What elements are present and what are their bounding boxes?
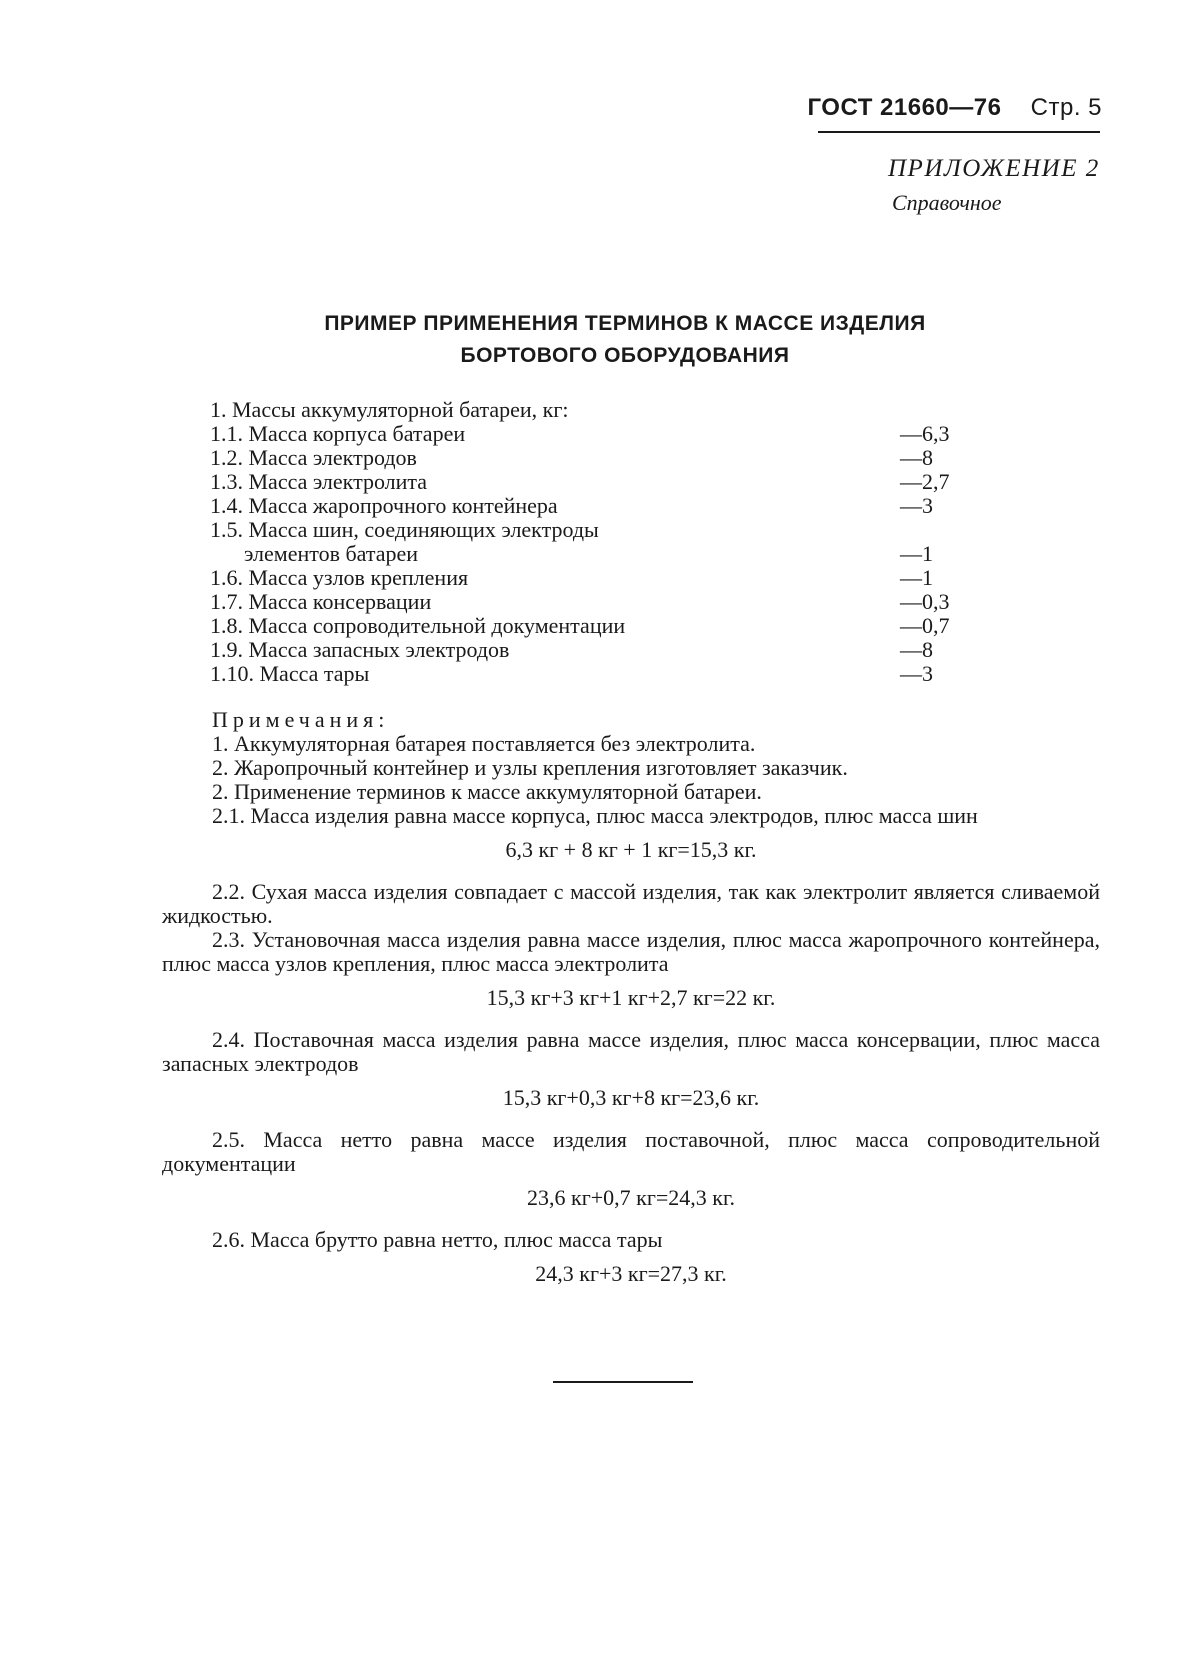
mass-item-label: 1.10. Масса тары: [210, 661, 370, 686]
formula-2-5: 23,6 кг+0,7 кг=24,3 кг.: [527, 1185, 735, 1210]
document-title-line-2: БОРТОВОГО ОБОРУДОВАНИЯ: [460, 344, 790, 367]
mass-item-label: элементов батареи: [244, 541, 419, 566]
mass-item-value: —8: [900, 445, 933, 470]
mass-item-value: —0,7: [900, 613, 950, 638]
paragraph-2-6: 2.6. Масса брутто равна нетто, плюс масса тары: [212, 1227, 663, 1252]
mass-item: [210, 494, 970, 518]
page-number: Стр. 5: [1030, 94, 1102, 121]
appendix-title: ПРИЛОЖЕНИЕ 2: [888, 155, 1100, 182]
note-1: 1. Аккумуляторная батарея поставляется без электролита.: [212, 731, 756, 756]
mass-item-label: 1.9. Масса запасных электродов: [210, 637, 510, 662]
mass-item-value: —3: [900, 661, 933, 686]
mass-item-label: 1.4. Масса жаропрочного контейнера: [210, 493, 558, 518]
formula-2-6: 24,3 кг+3 кг=27,3 кг.: [535, 1261, 727, 1286]
paragraph-2-4: 2.4. Поставочная масса изделия равна массе изделия, плюс масса консервации, плюс масса запасных электродов: [162, 1027, 1100, 1076]
note-2: 2. Жаропрочный контейнер и узлы крепления изготовляет заказчик.: [212, 755, 848, 780]
mass-item: [210, 662, 970, 686]
paragraph-2-2: 2.2. Сухая масса изделия совпадает с массой изделия, так как электролит является сливаемой жидкостью.: [162, 879, 1100, 928]
mass-list-heading: 1. Массы аккумуляторной батареи, кг:: [210, 397, 569, 422]
mass-item-label: 1.8. Масса сопроводительной документации: [210, 613, 626, 638]
mass-item-value: —1: [900, 565, 933, 590]
mass-item-value: —6,3: [900, 421, 950, 446]
mass-item-label: 1.5. Масса шин, соединяющих электроды: [210, 517, 599, 542]
formula-2-3: 15,3 кг+3 кг+1 кг+2,7 кг=22 кг.: [486, 985, 776, 1010]
mass-item-value: —8: [900, 637, 933, 662]
paragraph-2-1: 2.1. Масса изделия равна массе корпуса, плюс масса электродов, плюс масса шин: [212, 803, 978, 828]
mass-item-continuation: [210, 542, 970, 566]
mass-item-label: 1.1. Масса корпуса батареи: [210, 421, 466, 446]
mass-item: [210, 470, 970, 494]
mass-item: [210, 614, 970, 638]
mass-item-label: 1.2. Масса электродов: [210, 445, 417, 470]
mass-item: [210, 422, 970, 446]
appendix-subtitle: Справочное: [892, 190, 1002, 215]
mass-item-value: —0,3: [900, 589, 950, 614]
notes-heading: Примечания:: [212, 707, 390, 732]
mass-item: [210, 446, 970, 470]
mass-item: [210, 590, 970, 614]
page-header: [808, 94, 1102, 122]
mass-list: [210, 398, 970, 686]
mass-item: [210, 566, 970, 590]
section-2-heading: 2. Применение терминов к массе аккумуляторной батареи.: [212, 779, 762, 804]
mass-item-value: —3: [900, 493, 933, 518]
formula-2-1: 6,3 кг + 8 кг + 1 кг=15,3 кг.: [505, 837, 757, 862]
mass-item-label: 1.7. Масса консервации: [210, 589, 432, 614]
mass-item-label: 1.3. Масса электролита: [210, 469, 428, 494]
notes-section: [162, 708, 1100, 1286]
mass-item: [210, 518, 970, 542]
standard-number: ГОСТ 21660—76: [807, 94, 1002, 121]
mass-item-label: 1.6. Масса узлов крепления: [210, 565, 469, 590]
paragraph-2-5: 2.5. Масса нетто равна массе изделия поставочной, плюс масса сопроводительной документации: [162, 1127, 1100, 1176]
document-title: [200, 308, 1050, 372]
formula-2-4: 15,3 кг+0,3 кг+8 кг=23,6 кг.: [502, 1085, 760, 1110]
paragraph-2-3: 2.3. Установочная масса изделия равна массе изделия, плюс масса жаропрочного контейнера, плюс масса узлов крепления, плюс масса электролита: [162, 927, 1100, 976]
mass-item: [210, 638, 970, 662]
end-divider: [553, 1381, 693, 1383]
mass-item-value: —2,7: [900, 469, 950, 494]
document-title-line-1: ПРИМЕР ПРИМЕНЕНИЯ ТЕРМИНОВ К МАССЕ ИЗДЕЛИЯ: [324, 312, 926, 335]
header-divider: [818, 131, 1100, 133]
mass-item-value: —1: [900, 541, 933, 566]
